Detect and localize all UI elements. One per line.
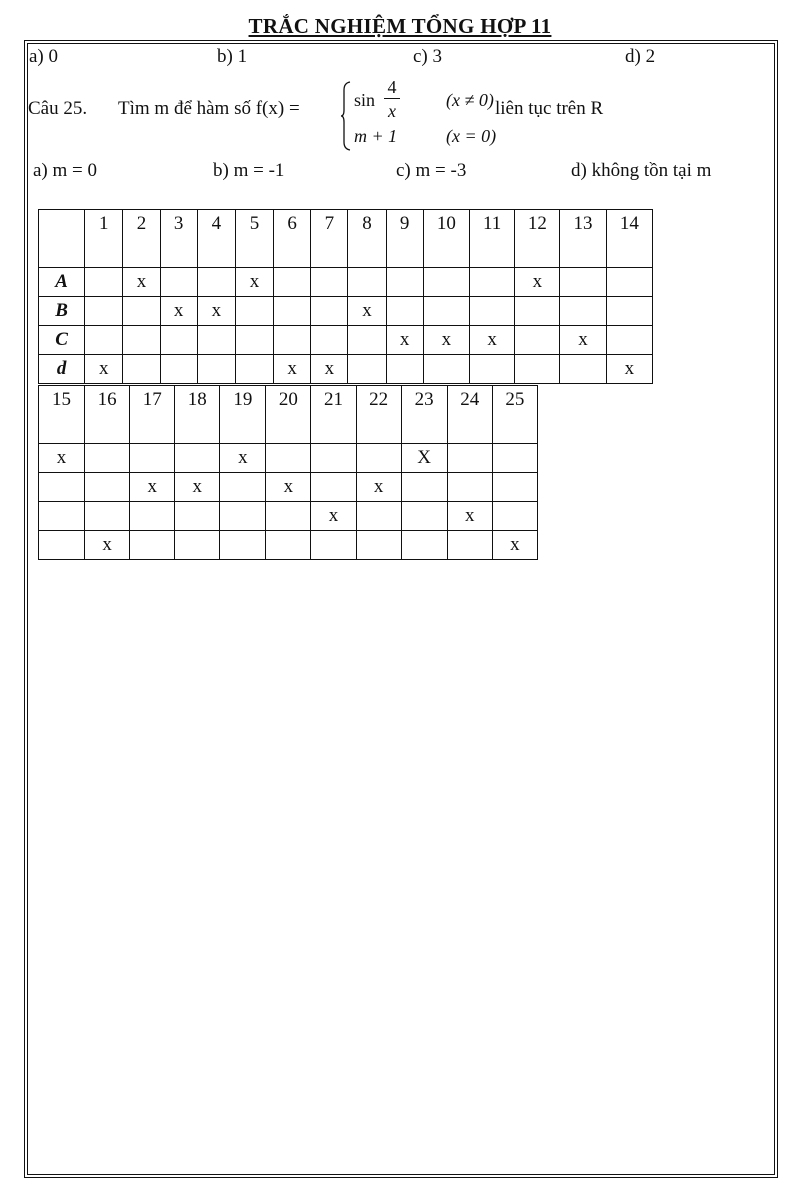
answer-cell — [469, 268, 514, 297]
answer-cell — [401, 531, 447, 560]
header-cell: 4 — [197, 210, 235, 268]
answer-cell — [39, 531, 85, 560]
answer-cell — [160, 326, 197, 355]
header-cell: 17 — [130, 386, 175, 444]
answer-cell — [123, 326, 160, 355]
answer-cell — [235, 326, 273, 355]
answer-row — [39, 326, 653, 355]
answer-cell — [386, 268, 423, 297]
answer-cell — [39, 502, 85, 531]
case1-numerator: 4 — [387, 77, 397, 97]
header-cell: 11 — [469, 210, 514, 268]
answer-cell — [160, 355, 197, 384]
answer-cell — [85, 473, 130, 502]
header-cell: 9 — [386, 210, 423, 268]
answer-cell — [606, 297, 652, 326]
header-cell: 14 — [606, 210, 652, 268]
row-label: d — [39, 355, 85, 384]
header-cell — [39, 210, 85, 268]
answer-cell — [130, 531, 175, 560]
answer-cell — [175, 502, 220, 531]
answer-cell — [560, 355, 606, 384]
option-c: c) m = -3 — [396, 160, 467, 181]
answer-cell: x — [197, 297, 235, 326]
answer-cell — [348, 355, 386, 384]
header-cell: 18 — [175, 386, 220, 444]
answer-cell: x — [39, 444, 85, 473]
header-row — [39, 210, 653, 268]
answer-row — [39, 297, 653, 326]
answer-cell — [492, 473, 537, 502]
answer-cell: x — [515, 268, 560, 297]
answer-cell: x — [85, 355, 123, 384]
answer-cell — [423, 297, 469, 326]
answer-cell — [311, 531, 356, 560]
answer-cell — [606, 326, 652, 355]
header-cell: 15 — [39, 386, 85, 444]
answer-cell: x — [274, 355, 311, 384]
answer-cell — [386, 297, 423, 326]
answer-cell — [274, 326, 311, 355]
prev-answer-c: c) 3 — [413, 46, 443, 67]
answer-cell — [447, 531, 492, 560]
answer-cell: x — [266, 473, 311, 502]
header-cell: 16 — [85, 386, 130, 444]
answer-cell — [401, 473, 447, 502]
answer-cell — [85, 502, 130, 531]
answer-cell — [220, 502, 266, 531]
answer-cell — [356, 444, 401, 473]
answer-cell — [386, 355, 423, 384]
header-cell: 25 — [492, 386, 537, 444]
answer-cell — [560, 268, 606, 297]
answer-row — [39, 531, 538, 560]
answer-cell — [235, 355, 273, 384]
prev-answer-d: d) 2 — [625, 46, 656, 67]
answer-cell: x — [160, 297, 197, 326]
answer-cell — [515, 297, 560, 326]
header-cell: 19 — [220, 386, 266, 444]
answer-cell: x — [85, 531, 130, 560]
case2-expression: m + 1 — [354, 126, 398, 146]
header-cell: 6 — [274, 210, 311, 268]
answer-cell — [175, 531, 220, 560]
row-label: C — [39, 326, 85, 355]
question-label: Câu 25. — [28, 98, 88, 119]
header-row — [39, 386, 538, 444]
answer-cell — [123, 355, 160, 384]
answer-cell — [39, 473, 85, 502]
answer-cell — [311, 473, 356, 502]
answer-cell — [311, 326, 348, 355]
answer-cell — [274, 297, 311, 326]
answer-cell — [220, 531, 266, 560]
answer-cell — [311, 268, 348, 297]
answer-cell — [515, 326, 560, 355]
answer-row — [39, 473, 538, 502]
answer-cell — [356, 502, 401, 531]
header-cell: 20 — [266, 386, 311, 444]
answer-cell: x — [447, 502, 492, 531]
answer-cell — [492, 502, 537, 531]
answer-cell — [492, 444, 537, 473]
answer-cell — [175, 444, 220, 473]
row-label: B — [39, 297, 85, 326]
answer-cell: x — [130, 473, 175, 502]
header-cell: 21 — [311, 386, 356, 444]
answer-cell: X — [401, 444, 447, 473]
answer-cell: x — [311, 502, 356, 531]
answer-cell: x — [423, 326, 469, 355]
answer-cell: x — [386, 326, 423, 355]
case2-condition: (x = 0) — [446, 126, 497, 146]
answer-cell — [515, 355, 560, 384]
question-prompt: Tìm m để hàm số f(x) = — [118, 98, 300, 119]
answer-row — [39, 268, 653, 297]
answer-cell — [423, 268, 469, 297]
answer-cell: x — [235, 268, 273, 297]
answer-cell: x — [348, 297, 386, 326]
answer-cell — [220, 473, 266, 502]
case1-func: sin — [354, 90, 376, 110]
answer-cell — [606, 268, 652, 297]
answer-cell: x — [560, 326, 606, 355]
header-cell: 13 — [560, 210, 606, 268]
answer-cell: x — [123, 268, 160, 297]
answer-cell — [85, 268, 123, 297]
header-cell: 1 — [85, 210, 123, 268]
prev-answer-a: a) 0 — [29, 46, 59, 67]
case1-condition: (x ≠ 0) — [446, 90, 494, 110]
answer-cell — [160, 268, 197, 297]
answer-cell: x — [220, 444, 266, 473]
answer-cell — [274, 268, 311, 297]
prev-answer-b: b) 1 — [217, 46, 248, 67]
answer-cell — [197, 268, 235, 297]
header-cell: 23 — [401, 386, 447, 444]
header-cell: 2 — [123, 210, 160, 268]
answer-cell — [401, 502, 447, 531]
answer-cell — [447, 473, 492, 502]
header-cell: 22 — [356, 386, 401, 444]
header-cell: 3 — [160, 210, 197, 268]
answer-cell — [197, 326, 235, 355]
answer-cell: x — [492, 531, 537, 560]
answer-cell — [197, 355, 235, 384]
answer-table-1 — [38, 209, 653, 384]
answer-table-2 — [38, 385, 538, 560]
header-cell: 10 — [423, 210, 469, 268]
header-cell: 8 — [348, 210, 386, 268]
answer-cell — [469, 355, 514, 384]
option-b: b) m = -1 — [213, 160, 285, 181]
answer-cell — [85, 297, 123, 326]
answer-cell — [348, 268, 386, 297]
header-cell: 12 — [515, 210, 560, 268]
answer-cell — [123, 297, 160, 326]
row-label: A — [39, 268, 85, 297]
answer-cell — [266, 444, 311, 473]
answer-cell — [348, 326, 386, 355]
answer-cell — [266, 502, 311, 531]
case1-denominator: x — [388, 101, 396, 121]
fraction-bar — [384, 98, 400, 99]
answer-cell — [423, 355, 469, 384]
answer-cell: x — [175, 473, 220, 502]
answer-cell — [311, 297, 348, 326]
answer-cell: x — [469, 326, 514, 355]
header-cell: 5 — [235, 210, 273, 268]
answer-cell: x — [311, 355, 348, 384]
answer-cell — [356, 531, 401, 560]
answer-row — [39, 355, 653, 384]
answer-row — [39, 502, 538, 531]
answer-cell — [266, 531, 311, 560]
answer-cell — [85, 444, 130, 473]
answer-cell — [85, 326, 123, 355]
answer-cell — [130, 502, 175, 531]
answer-cell — [447, 444, 492, 473]
question-tail: liên tục trên R — [495, 98, 604, 119]
left-brace-icon — [340, 80, 352, 152]
answer-cell — [130, 444, 175, 473]
answer-cell — [469, 297, 514, 326]
answer-cell — [560, 297, 606, 326]
option-d: d) không tồn tại m — [571, 160, 712, 181]
answer-cell — [235, 297, 273, 326]
header-cell: 24 — [447, 386, 492, 444]
option-a: a) m = 0 — [33, 160, 98, 181]
answer-cell: x — [356, 473, 401, 502]
answer-row — [39, 444, 538, 473]
answer-cell — [311, 444, 356, 473]
header-cell: 7 — [311, 210, 348, 268]
answer-cell: x — [606, 355, 652, 384]
page-title: TRẮC NGHIỆM TỔNG HỢP 11 — [248, 14, 552, 38]
